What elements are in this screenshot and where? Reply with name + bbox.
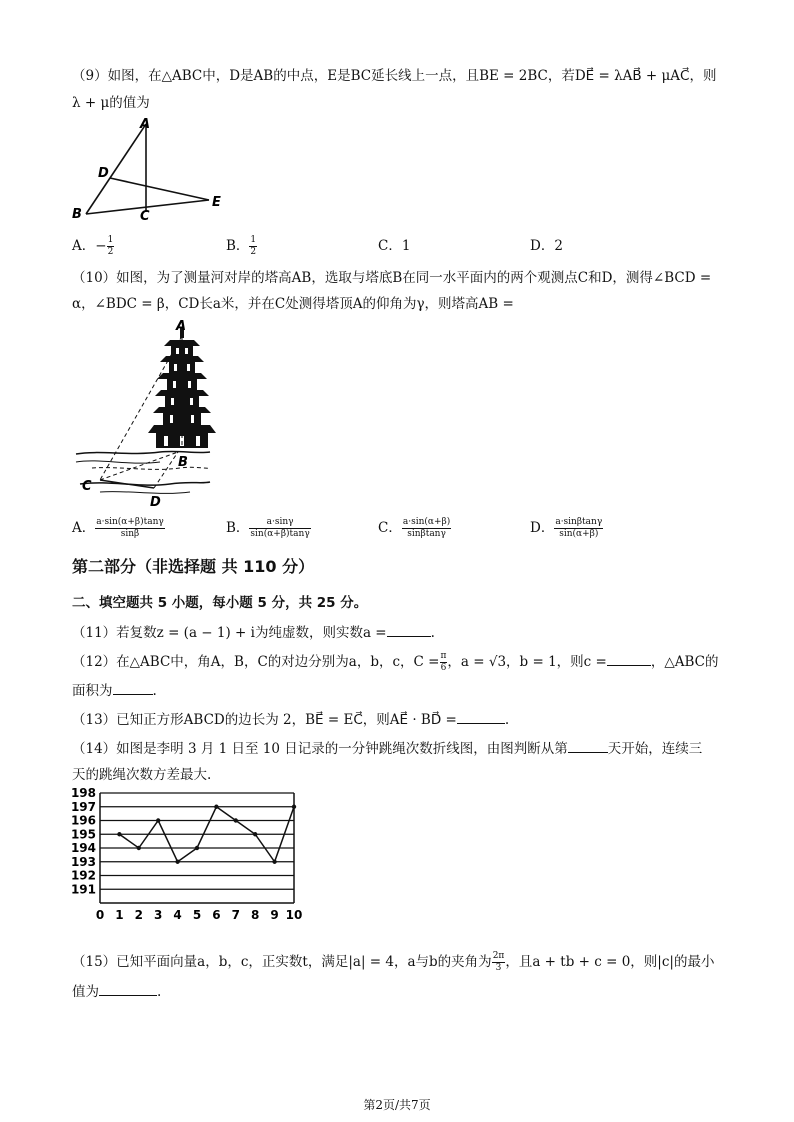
y-tick-label: 195 [70, 827, 96, 842]
data-point [214, 805, 218, 809]
q11: （11）若复数z = (a − 1) + i为纯虚数，则实数a = . [72, 625, 435, 641]
label-a: A [140, 117, 151, 132]
q10-option-a[interactable]: A． $\frac{a\cdot\sin(\alpha+\beta)\tan\gamma}{\sin\beta}$ [72, 516, 164, 539]
label-c: C [140, 209, 150, 224]
q10-option-b[interactable]: B． $\frac{a\cdot\sin\gamma}{\sin(\alpha+\beta)\tan\gamma}$ [226, 516, 310, 539]
q14-line2: 天的跳绳次数方差最大. [72, 767, 212, 783]
x-tick-label: 10 [285, 908, 303, 922]
jump-rope-line-chart [66, 785, 306, 925]
q9-option-a[interactable]: A．− $\frac{1}{2}$ [72, 234, 114, 257]
x-tick-label: 5 [192, 908, 202, 922]
label-d: D [98, 166, 109, 181]
data-point [117, 832, 121, 836]
x-tick-label: 0 [95, 908, 105, 922]
q10-option-c[interactable]: C． $\frac{a\cdot\sin(\alpha+\beta)}{\sin\beta\tan\gamma}$ [378, 516, 451, 539]
x-tick-label: 4 [173, 908, 182, 922]
x-tick-label: 6 [212, 908, 221, 922]
y-tick-label: 198 [70, 786, 96, 800]
answer-blank[interactable] [99, 983, 157, 996]
answer-blank[interactable] [607, 653, 651, 666]
q9-option-d[interactable]: D．2 [530, 238, 563, 254]
page-footer: 第2页/共7页 [363, 1098, 431, 1112]
part2-title: 第二部分（非选择题 共 110 分） [72, 557, 315, 576]
x-tick-label: 9 [270, 908, 279, 922]
label-d: D [150, 495, 161, 510]
y-tick-label: 192 [70, 868, 96, 883]
q10-line2: α，∠BDC = β，CD长a米，并在C处测得塔顶A的仰角为γ，则塔高AB = [72, 296, 514, 312]
data-point [253, 832, 257, 836]
label-c: C [82, 479, 92, 494]
label-e: E [212, 195, 221, 210]
label-b: B [178, 455, 188, 470]
y-tick-label: 194 [70, 841, 96, 855]
q15-line2: 值为 . [72, 984, 162, 1000]
q9-line2: λ + μ的值为 [72, 95, 150, 111]
pagoda-figure [70, 316, 220, 512]
q14-line1: （14）如图是李明 3 月 1 日至 10 日记录的一分钟跳绳次数折线图，由图判断从第 天开始，连续三 [72, 741, 703, 757]
y-tick-label: 191 [70, 882, 96, 897]
section-title: 二、填空题共 5 小题，每小题 5 分，共 25 分。 [72, 595, 368, 611]
q9-option-b[interactable]: B． $\frac{1}{2}$ [226, 234, 257, 257]
triangle-figure [66, 114, 226, 226]
data-point [272, 860, 276, 864]
q15-line1: （15）已知平面向量a，b，c，正实数t，满足|a| = 4，a与b的夹角为 $\frac{2\pi}{3}$ ，且a + tb + c = 0，则|c|的最小 [72, 950, 715, 973]
data-point [292, 805, 296, 809]
q13: （13）已知正方形ABCD的边长为 2，BE⃗ = EC⃗，则AE⃗ · BD⃗ = . [72, 712, 510, 728]
x-tick-label: 1 [115, 908, 124, 922]
answer-blank[interactable] [387, 624, 431, 637]
q10-line1: （10）如图，为了测量河对岸的塔高AB，选取与塔底B在同一水平面内的两个观测点C和D，测得∠BCD = [72, 270, 712, 286]
answer-blank[interactable] [457, 711, 505, 724]
x-tick-label: 8 [251, 908, 260, 922]
q10-option-d[interactable]: D． $\frac{a\cdot\sin\beta\tan\gamma}{\sin(\alpha+\beta)}$ [530, 516, 603, 539]
answer-blank[interactable] [568, 740, 608, 753]
data-point [175, 860, 179, 864]
y-tick-label: 193 [70, 854, 96, 869]
x-tick-label: 3 [154, 908, 163, 922]
data-point [156, 818, 160, 822]
y-tick-label: 196 [70, 813, 96, 828]
label-a: A [176, 319, 187, 334]
q12-line2: 面积为 . [72, 683, 157, 699]
q12-line1: （12）在△ABC中，角A，B，C的对边分别为a，b，c，C = $\frac{\pi}{6}$ ，a = √3，b = 1，则c = ，△ABC的 [72, 650, 719, 673]
q9-line1: （9）如图，在△ABC中，D是AB的中点，E是BC延长线上一点，且BE = 2BC，若DE⃗ = λAB⃗ + μAC⃗，则 [72, 68, 717, 84]
y-tick-label: 197 [70, 799, 96, 814]
x-tick-label: 2 [134, 908, 143, 922]
data-point [195, 846, 199, 850]
data-point [234, 818, 238, 822]
data-point [137, 846, 141, 850]
label-b: B [72, 207, 82, 222]
answer-blank[interactable] [113, 682, 153, 695]
q9-option-c[interactable]: C．1 [378, 238, 411, 254]
x-tick-label: 7 [231, 908, 240, 922]
